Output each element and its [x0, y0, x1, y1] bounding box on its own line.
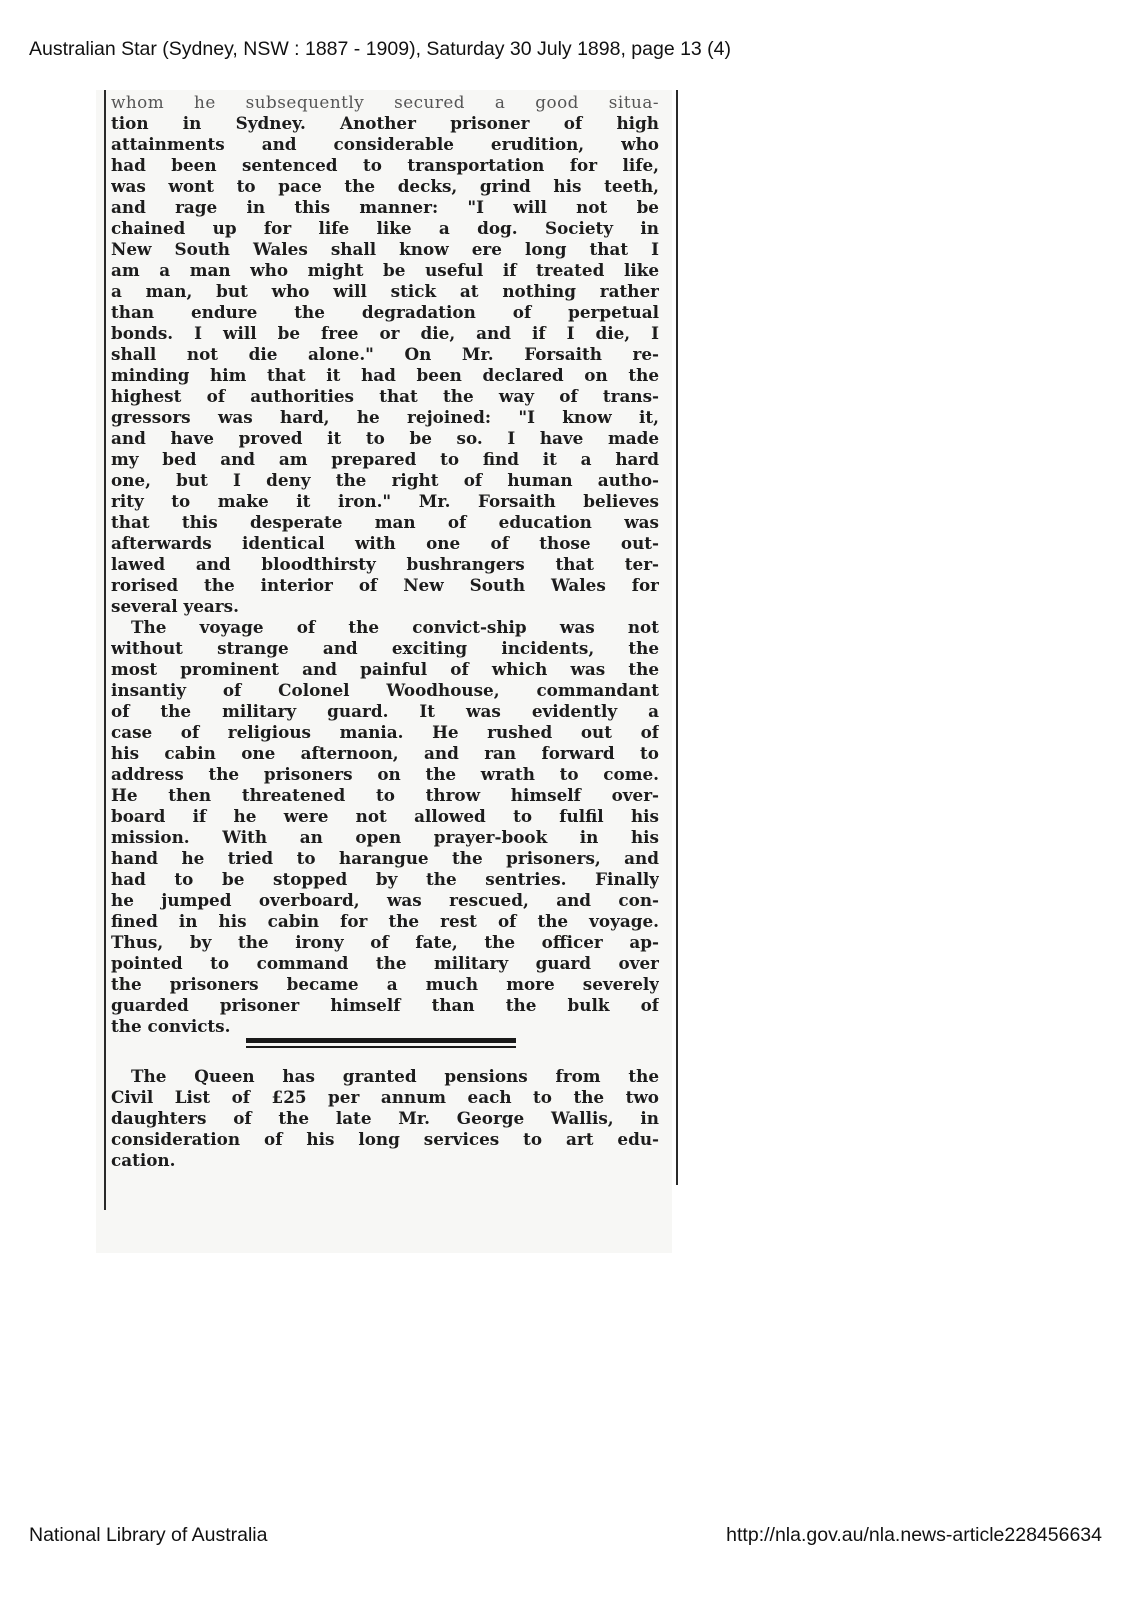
footer-article-url[interactable]: http://nla.gov.au/nla.news-article228456634: [726, 1524, 1102, 1546]
article-line: afterwards identical with one of those out-: [111, 533, 659, 553]
article-line: that this desperate man of education was: [111, 512, 659, 532]
article-body: [111, 92, 659, 1037]
article-line: whom he subsequently secured a good situa-: [111, 92, 659, 112]
notice-line: consideration of his long services to art edu-: [111, 1129, 659, 1149]
article-line: several years.: [111, 596, 239, 616]
pension-notice: [111, 1066, 659, 1171]
article-line: without strange and exciting incidents, the: [111, 638, 659, 658]
article-line: Thus, by the irony of fate, the officer ap-: [111, 932, 659, 952]
article-line: tion in Sydney. Another prisoner of high: [111, 113, 659, 133]
notice-line: Civil List of £25 per annum each to the two: [111, 1087, 659, 1107]
article-line: rorised the interior of New South Wales for: [111, 575, 659, 595]
article-line: highest of authorities that the way of trans-: [111, 386, 659, 406]
notice-line: cation.: [111, 1150, 176, 1170]
article-line: hand he tried to harangue the prisoners, and: [111, 848, 659, 868]
article-line: his cabin one afternoon, and ran forward to: [111, 743, 659, 763]
article-line: case of religious mania. He rushed out of: [111, 722, 659, 742]
article-line: of the military guard. It was evidently a: [111, 701, 659, 721]
article-line: lawed and bloodthirsty bushrangers that ter-: [111, 554, 659, 574]
page-citation-header: Australian Star (Sydney, NSW : 1887 - 1909), Saturday 30 July 1898, page 13 (4): [29, 38, 732, 60]
article-line: had been sentenced to transportation for life,: [111, 155, 659, 175]
article-line: was wont to pace the decks, grind his teeth,: [111, 176, 659, 196]
article-line: he jumped overboard, was rescued, and con-: [111, 890, 659, 910]
article-line: He then threatened to throw himself over-: [111, 785, 659, 805]
article-line: had to be stopped by the sentries. Finally: [111, 869, 659, 889]
article-line: bonds. I will be free or die, and if I die, I: [111, 323, 659, 343]
article-line: gressors was hard, he rejoined: "I know it,: [111, 407, 659, 427]
article-line: a man, but who will stick at nothing rather: [111, 281, 659, 301]
article-line: insantiy of Colonel Woodhouse, commandant: [111, 680, 659, 700]
article-line: mission. With an open prayer-book in his: [111, 827, 659, 847]
article-line: minding him that it had been declared on the: [111, 365, 659, 385]
footer-source-label: National Library of Australia: [29, 1524, 268, 1546]
article-line: and have proved it to be so. I have made: [111, 428, 659, 448]
article-line: shall not die alone." On Mr. Forsaith re-: [111, 344, 659, 364]
notice-line: The Queen has granted pensions from the: [131, 1066, 659, 1086]
article-line: one, but I deny the right of human autho-: [111, 470, 659, 490]
newspaper-clipping: [96, 90, 672, 1253]
article-line: the prisoners became a much more severely: [111, 974, 659, 994]
article-line: The voyage of the convict-ship was not: [131, 617, 659, 637]
column-rule-right: [676, 90, 678, 1185]
article-line: guarded prisoner himself than the bulk of: [111, 995, 659, 1015]
notice-line: daughters of the late Mr. George Wallis, in: [111, 1108, 659, 1128]
article-line: most prominent and painful of which was the: [111, 659, 659, 679]
article-paragraph-1: [111, 92, 659, 617]
article-separator-rule: [246, 1038, 516, 1048]
column-rule-left: [104, 90, 106, 1210]
article-line: pointed to command the military guard over: [111, 953, 659, 973]
article-line: fined in his cabin for the rest of the voyage.: [111, 911, 659, 931]
article-line: and rage in this manner: "I will not be: [111, 197, 659, 217]
article-line: than endure the degradation of perpetual: [111, 302, 659, 322]
article-line: address the prisoners on the wrath to come.: [111, 764, 659, 784]
article-line: board if he were not allowed to fulfil his: [111, 806, 659, 826]
article-line: rity to make it iron." Mr. Forsaith believes: [111, 491, 659, 511]
article-line: chained up for life like a dog. Society in: [111, 218, 659, 238]
article-line: the convicts.: [111, 1016, 231, 1036]
article-line: am a man who might be useful if treated like: [111, 260, 659, 280]
article-line: my bed and am prepared to find it a hard: [111, 449, 659, 469]
article-paragraph-2: [111, 617, 659, 1037]
article-line: attainments and considerable erudition, who: [111, 134, 659, 154]
article-line: New South Wales shall know ere long that I: [111, 239, 659, 259]
